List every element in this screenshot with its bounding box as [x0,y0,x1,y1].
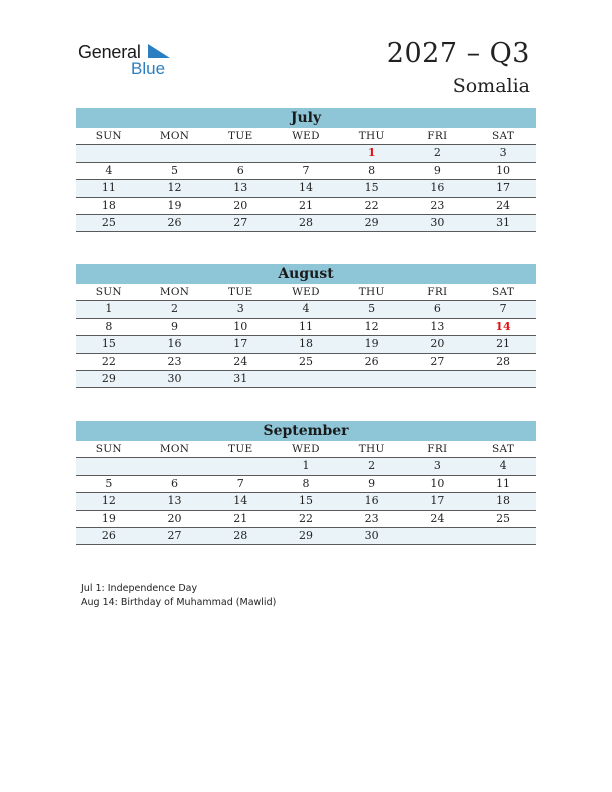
date-cell: 6 [433,302,441,316]
date-cell: 2 [171,302,179,316]
date-cell: 20 [167,511,182,525]
holiday-note: Aug 14: Birthday of Muhammad (Mawlid) [81,597,277,608]
date-cell: 18 [298,337,313,351]
date-cell: 8 [368,163,376,177]
month-block-september [76,421,536,545]
logo-word-general: General [78,42,141,62]
weekday-label: TUE [228,130,253,142]
date-cell: 10 [496,163,511,177]
date-cell: 17 [430,494,445,508]
date-cell: 17 [233,337,248,351]
date-cell [76,458,142,474]
date-cell: 26 [364,354,379,368]
date-cell: 21 [298,198,313,212]
generalblue-logo [78,40,178,80]
date-cell: 15 [101,337,116,351]
weekday-label: THU [358,130,385,142]
date-cell: 18 [496,494,511,508]
date-cell: 24 [233,354,248,368]
month-block-july [76,108,536,232]
week-row [76,180,536,197]
date-cell [339,371,405,387]
date-cell: 3 [499,146,507,160]
date-cell: 29 [101,371,116,385]
weekday-label: SUN [95,443,122,455]
week-row [76,458,536,475]
date-cell: 12 [364,319,379,333]
date-cell: 2 [433,146,441,160]
month-title: August [76,264,536,284]
date-cell: 26 [167,215,182,229]
weekday-label: TUE [228,443,253,455]
date-cell: 9 [433,163,441,177]
date-cell: 30 [430,215,445,229]
date-cell [207,145,273,161]
date-cell: 6 [171,476,179,490]
date-cell [142,458,208,474]
weekday-header-row [76,284,536,301]
date-cell: 31 [496,215,511,229]
date-cell: 5 [171,163,179,177]
weekday-label: SAT [492,286,515,298]
weekday-label: SUN [95,286,122,298]
date-cell: 11 [298,319,313,333]
date-cell [405,371,471,387]
date-cell: 16 [430,181,445,195]
date-cell [273,145,339,161]
date-cell: 3 [236,302,244,316]
weekday-label: SAT [492,130,515,142]
logo-flag-icon [148,44,170,60]
date-cell: 10 [430,476,445,490]
week-row [76,336,536,353]
date-cell: 19 [101,511,116,525]
week-row [76,511,536,528]
page-title: 2027 – Q3 [386,38,530,69]
weekday-label: SAT [492,443,515,455]
date-cell: 29 [364,215,379,229]
date-cell: 18 [101,198,116,212]
date-cell: 26 [101,528,116,542]
week-row [76,163,536,180]
week-row [76,215,536,232]
date-cell: 25 [298,354,313,368]
date-cell: 22 [364,198,379,212]
date-cell: 10 [233,319,248,333]
date-cell: 3 [433,459,441,473]
date-cell: 14 [298,181,313,195]
weekday-header-row [76,441,536,458]
date-cell: 14 [233,494,248,508]
date-cell: 8 [302,476,310,490]
week-row [76,371,536,388]
date-cell: 27 [167,528,182,542]
country-name: Somalia [452,75,530,97]
logo-word-blue: Blue [131,59,166,78]
week-row [76,528,536,545]
date-cell [273,371,339,387]
date-cell: 27 [430,354,445,368]
date-cell: 5 [368,302,376,316]
date-cell: 16 [167,337,182,351]
date-cell [142,145,208,161]
month-block-august [76,264,536,388]
date-cell: 11 [101,181,116,195]
date-cell: 13 [430,319,445,333]
week-row [76,319,536,336]
date-cell: 13 [233,181,248,195]
weekday-label: FRI [427,286,448,298]
date-cell: 4 [302,302,310,316]
date-cell: 30 [364,528,379,542]
date-cell: 9 [368,476,376,490]
date-cell: 27 [233,215,248,229]
weekday-label: FRI [427,130,448,142]
date-cell: 22 [101,354,116,368]
weekday-label: WED [292,130,320,142]
date-cell [405,528,471,544]
holiday-notes [81,582,276,610]
week-row [76,476,536,493]
date-cell: 17 [496,181,511,195]
date-cell: 7 [499,302,507,316]
date-cell: 23 [364,511,379,525]
date-cell [76,145,142,161]
weekday-label: MON [159,286,190,298]
date-cell: 8 [105,319,113,333]
week-row [76,145,536,162]
date-cell: 19 [167,198,182,212]
weekday-label: FRI [427,443,448,455]
weekday-label: THU [358,286,385,298]
date-cell: 20 [233,198,248,212]
date-cell: 2 [368,459,376,473]
date-cell: 15 [298,494,313,508]
weekday-label: MON [159,443,190,455]
weekday-label: TUE [228,286,253,298]
date-cell: 30 [167,371,182,385]
date-cell [207,458,273,474]
date-cell: 16 [364,494,379,508]
weekday-header-row [76,128,536,145]
date-cell: 22 [298,511,313,525]
date-cell: 5 [105,476,113,490]
date-cell: 23 [430,198,445,212]
weekday-label: THU [358,443,385,455]
date-cell: 21 [496,337,511,351]
date-cell: 25 [101,215,116,229]
date-cell: 20 [430,337,445,351]
date-cell: 6 [236,163,244,177]
date-cell [470,528,536,544]
date-cell: 4 [499,459,507,473]
holiday-date-cell: 1 [367,146,376,160]
date-cell: 23 [167,354,182,368]
month-title: July [76,108,536,128]
date-cell: 19 [364,337,379,351]
holiday-date-cell: 14 [495,319,511,333]
date-cell: 9 [171,319,179,333]
date-cell: 7 [236,476,244,490]
week-row [76,198,536,215]
date-cell: 24 [496,198,511,212]
date-cell: 1 [302,459,310,473]
week-row [76,354,536,371]
date-cell: 12 [167,181,182,195]
date-cell: 24 [430,511,445,525]
week-row [76,493,536,510]
date-cell: 1 [105,302,113,316]
date-cell: 15 [364,181,379,195]
date-cell: 21 [233,511,248,525]
date-cell: 25 [496,511,511,525]
date-cell: 4 [105,163,113,177]
date-cell: 13 [167,494,182,508]
weekday-label: MON [159,130,190,142]
date-cell: 28 [496,354,511,368]
date-cell: 29 [298,528,313,542]
date-cell: 11 [496,476,511,490]
date-cell: 12 [101,494,116,508]
date-cell: 28 [233,528,248,542]
date-cell [470,371,536,387]
week-row [76,301,536,318]
date-cell: 28 [298,215,313,229]
weekday-label: WED [292,443,320,455]
weekday-label: SUN [95,130,122,142]
date-cell: 7 [302,163,310,177]
weekday-label: WED [292,286,320,298]
date-cell: 31 [233,371,248,385]
holiday-note: Jul 1: Independence Day [81,583,198,594]
month-title: September [76,421,536,441]
